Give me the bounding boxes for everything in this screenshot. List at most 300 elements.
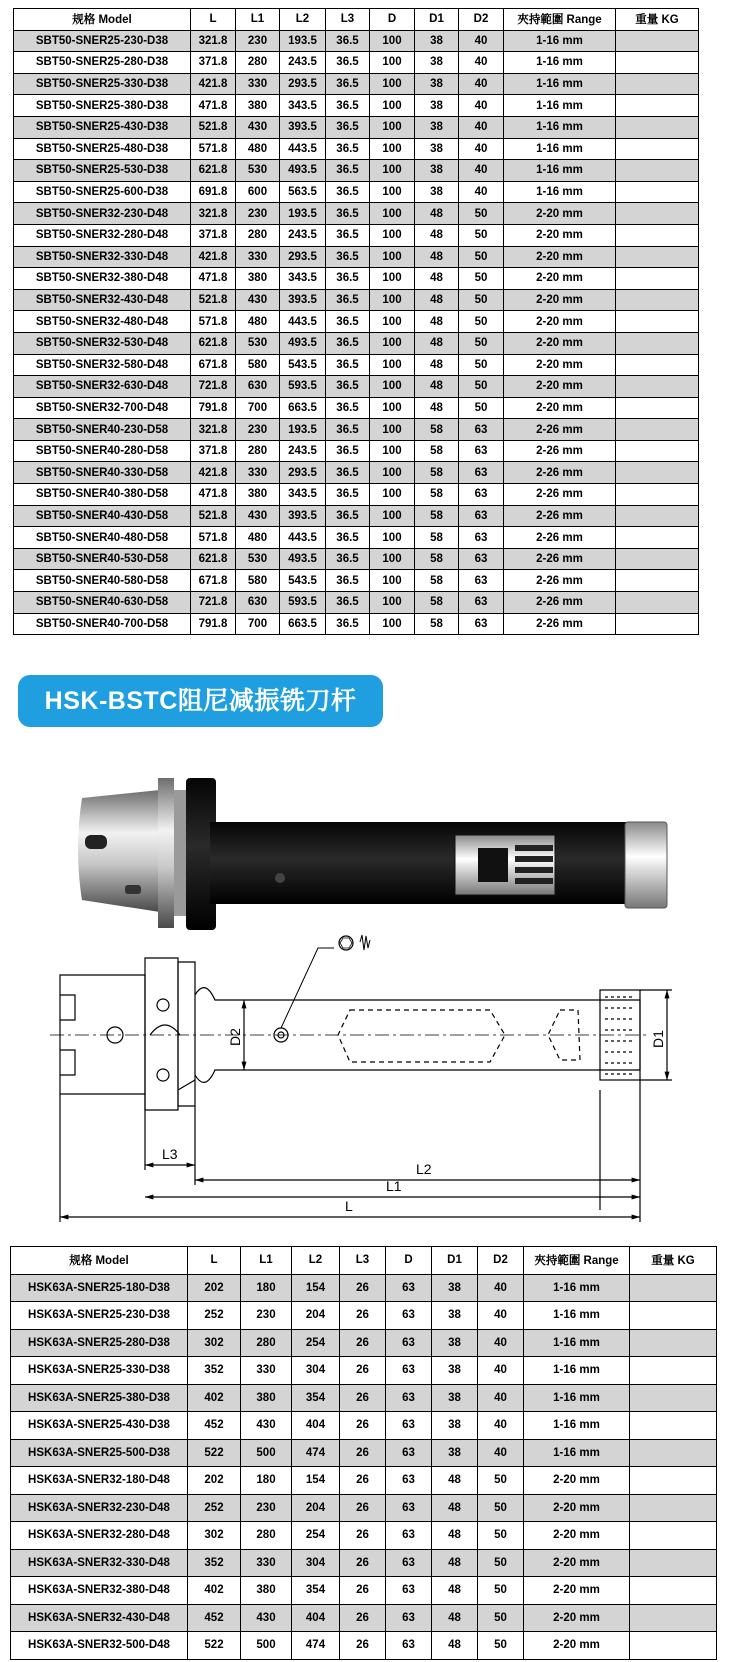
- cell-d: 100: [370, 246, 415, 268]
- cell-d1: 38: [415, 30, 459, 52]
- cell-model: HSK63A-SNER32-430-D48: [11, 1604, 188, 1632]
- cell-range: 2-20 mm: [504, 311, 616, 333]
- cell-d2: 40: [478, 1357, 524, 1385]
- cell-l: 471.8: [191, 484, 236, 506]
- cell-model: SBT50-SNER40-700-D58: [14, 613, 191, 635]
- cell-l1: 380: [236, 95, 280, 117]
- cell-d1: 48: [432, 1632, 478, 1660]
- cell-l1: 630: [236, 376, 280, 398]
- cell-l1: 580: [236, 570, 280, 592]
- cell-range: 2-20 mm: [504, 332, 616, 354]
- cell-range: 2-20 mm: [504, 289, 616, 311]
- cell-l: 371.8: [191, 224, 236, 246]
- cell-d2: 63: [459, 592, 504, 614]
- cell-l2: 563.5: [280, 181, 326, 203]
- cell-l2: 393.5: [280, 289, 326, 311]
- table-row: [11, 1522, 717, 1550]
- header-l: L: [188, 1247, 241, 1275]
- cell-l: 421.8: [191, 246, 236, 268]
- cell-l2: 443.5: [280, 527, 326, 549]
- cell-d: 63: [386, 1274, 432, 1302]
- header-d1: D1: [432, 1247, 478, 1275]
- cell-l3: 26: [340, 1549, 386, 1577]
- header-d1: D1: [415, 9, 459, 31]
- cell-d: 100: [370, 440, 415, 462]
- table-row: [11, 1302, 717, 1330]
- cell-l2: 493.5: [280, 160, 326, 182]
- cell-l3: 36.5: [326, 224, 370, 246]
- cell-d: 100: [370, 376, 415, 398]
- cell-d2: 40: [478, 1412, 524, 1440]
- cell-d: 63: [386, 1549, 432, 1577]
- cell-l1: 600: [236, 181, 280, 203]
- cell-d2: 40: [478, 1329, 524, 1357]
- cell-l2: 304: [292, 1549, 340, 1577]
- table-row: [11, 1494, 717, 1522]
- cell-l3: 26: [340, 1274, 386, 1302]
- cell-l1: 430: [236, 116, 280, 138]
- cell-model: SBT50-SNER32-280-D48: [14, 224, 191, 246]
- cell-l2: 343.5: [280, 268, 326, 290]
- cell-d2: 40: [459, 73, 504, 95]
- cell-d: 63: [386, 1302, 432, 1330]
- cell-model: SBT50-SNER40-630-D58: [14, 592, 191, 614]
- cell-d1: 38: [432, 1384, 478, 1412]
- cell-model: SBT50-SNER25-530-D38: [14, 160, 191, 182]
- cell-d: 100: [370, 138, 415, 160]
- cell-d1: 48: [432, 1467, 478, 1495]
- cell-d2: 50: [459, 289, 504, 311]
- cell-model: SBT50-SNER25-280-D38: [14, 52, 191, 74]
- cell-l: 571.8: [191, 138, 236, 160]
- cell-l1: 330: [241, 1549, 292, 1577]
- cell-range: 2-20 mm: [524, 1549, 630, 1577]
- cell-l: 671.8: [191, 570, 236, 592]
- cell-l2: 343.5: [280, 484, 326, 506]
- cell-l: 252: [188, 1302, 241, 1330]
- cell-l3: 36.5: [326, 160, 370, 182]
- table-row: [11, 1604, 717, 1632]
- cell-d: 63: [386, 1494, 432, 1522]
- cell-range: 2-20 mm: [504, 203, 616, 225]
- cell-l: 791.8: [191, 397, 236, 419]
- cell-l2: 154: [292, 1467, 340, 1495]
- cell-model: SBT50-SNER25-380-D38: [14, 95, 191, 117]
- cell-range: 2-26 mm: [504, 548, 616, 570]
- header-l3: L3: [326, 9, 370, 31]
- cell-l: 202: [188, 1467, 241, 1495]
- cell-d: 100: [370, 73, 415, 95]
- cell-l1: 230: [236, 419, 280, 441]
- header-l2: L2: [292, 1247, 340, 1275]
- cell-d2: 50: [459, 246, 504, 268]
- cell-d2: 63: [459, 462, 504, 484]
- cell-range: 2-26 mm: [504, 462, 616, 484]
- cell-l2: 243.5: [280, 224, 326, 246]
- cell-l1: 430: [241, 1412, 292, 1440]
- cell-model: SBT50-SNER25-600-D38: [14, 181, 191, 203]
- header-l: L: [191, 9, 236, 31]
- cell-d1: 58: [415, 419, 459, 441]
- cell-d1: 58: [415, 570, 459, 592]
- cell-range: 1-16 mm: [504, 116, 616, 138]
- header-d2: D2: [459, 9, 504, 31]
- cell-l3: 36.5: [326, 548, 370, 570]
- cell-l3: 36.5: [326, 30, 370, 52]
- cell-model: SBT50-SNER32-580-D48: [14, 354, 191, 376]
- cell-l2: 293.5: [280, 246, 326, 268]
- cell-model: SBT50-SNER32-330-D48: [14, 246, 191, 268]
- cell-range: 1-16 mm: [504, 30, 616, 52]
- cell-model: HSK63A-SNER32-330-D48: [11, 1549, 188, 1577]
- cell-model: HSK63A-SNER32-280-D48: [11, 1522, 188, 1550]
- cell-l1: 480: [236, 138, 280, 160]
- cell-l2: 243.5: [280, 440, 326, 462]
- cell-d1: 48: [415, 354, 459, 376]
- cell-d: 63: [386, 1604, 432, 1632]
- cell-model: SBT50-SNER32-530-D48: [14, 332, 191, 354]
- cell-l: 252: [188, 1494, 241, 1522]
- cell-l1: 430: [241, 1604, 292, 1632]
- cell-d2: 50: [459, 224, 504, 246]
- cell-weight: [630, 1274, 717, 1302]
- cell-range: 2-20 mm: [504, 397, 616, 419]
- cell-l1: 230: [236, 203, 280, 225]
- cell-l1: 530: [236, 332, 280, 354]
- cell-model: HSK63A-SNER25-500-D38: [11, 1439, 188, 1467]
- header-range: 夾持範圍 Range: [504, 9, 616, 31]
- cell-d1: 38: [432, 1357, 478, 1385]
- cell-l1: 580: [236, 354, 280, 376]
- cell-l3: 26: [340, 1577, 386, 1605]
- cell-l2: 443.5: [280, 311, 326, 333]
- cell-model: HSK63A-SNER25-230-D38: [11, 1302, 188, 1330]
- cell-l2: 593.5: [280, 592, 326, 614]
- cell-model: HSK63A-SNER25-280-D38: [11, 1329, 188, 1357]
- cell-d2: 50: [459, 268, 504, 290]
- header-weight: 重量 KG: [616, 9, 699, 31]
- section-title-banner: HSK-BSTC阻尼减振铣刀杆: [18, 675, 383, 727]
- cell-d1: 48: [432, 1522, 478, 1550]
- cell-range: 2-26 mm: [504, 505, 616, 527]
- cell-l: 521.8: [191, 505, 236, 527]
- cell-model: SBT50-SNER25-230-D38: [14, 30, 191, 52]
- cell-l1: 630: [236, 592, 280, 614]
- cell-l3: 36.5: [326, 332, 370, 354]
- cell-d: 100: [370, 30, 415, 52]
- table-row: [11, 1384, 717, 1412]
- cell-d1: 38: [432, 1274, 478, 1302]
- cell-d: 100: [370, 505, 415, 527]
- cell-model: SBT50-SNER32-480-D48: [14, 311, 191, 333]
- cell-model: SBT50-SNER32-230-D48: [14, 203, 191, 225]
- cell-model: HSK63A-SNER25-380-D38: [11, 1384, 188, 1412]
- cell-range: 2-26 mm: [504, 440, 616, 462]
- cell-weight: [630, 1467, 717, 1495]
- cell-d1: 48: [415, 203, 459, 225]
- cell-d: 100: [370, 203, 415, 225]
- cell-l3: 36.5: [326, 95, 370, 117]
- cell-l2: 474: [292, 1439, 340, 1467]
- cell-l3: 26: [340, 1302, 386, 1330]
- cell-l1: 430: [236, 289, 280, 311]
- cell-l3: 36.5: [326, 268, 370, 290]
- cell-model: SBT50-SNER40-330-D58: [14, 462, 191, 484]
- cell-d: 100: [370, 397, 415, 419]
- cell-range: 2-20 mm: [504, 246, 616, 268]
- cell-model: HSK63A-SNER25-430-D38: [11, 1412, 188, 1440]
- dim-d1-label: D1: [650, 1030, 666, 1048]
- cell-l3: 36.5: [326, 613, 370, 635]
- cell-l3: 36.5: [326, 484, 370, 506]
- header-l2: L2: [280, 9, 326, 31]
- cell-l: 671.8: [191, 354, 236, 376]
- cell-range: 1-16 mm: [524, 1329, 630, 1357]
- dim-l-label: L: [345, 1198, 353, 1214]
- cell-l1: 530: [236, 548, 280, 570]
- cell-d: 100: [370, 592, 415, 614]
- dim-l1-label: L1: [386, 1178, 402, 1194]
- cell-range: 2-20 mm: [524, 1604, 630, 1632]
- cell-l3: 36.5: [326, 289, 370, 311]
- cell-d1: 48: [432, 1604, 478, 1632]
- cell-l: 522: [188, 1632, 241, 1660]
- cell-d2: 63: [459, 505, 504, 527]
- cell-l3: 26: [340, 1522, 386, 1550]
- cell-range: 1-16 mm: [524, 1384, 630, 1412]
- cell-l: 721.8: [191, 376, 236, 398]
- cell-l3: 26: [340, 1412, 386, 1440]
- cell-weight: [630, 1439, 717, 1467]
- cell-l2: 193.5: [280, 203, 326, 225]
- cell-l: 352: [188, 1549, 241, 1577]
- cell-d2: 50: [459, 203, 504, 225]
- cell-weight: [630, 1302, 717, 1330]
- cell-d2: 63: [459, 440, 504, 462]
- cell-l2: 593.5: [280, 376, 326, 398]
- cell-d2: 40: [459, 138, 504, 160]
- product-photo: [78, 778, 667, 930]
- cell-range: 1-16 mm: [524, 1302, 630, 1330]
- cell-d1: 58: [415, 527, 459, 549]
- cell-weight: [630, 1577, 717, 1605]
- cell-d2: 63: [459, 613, 504, 635]
- cell-l1: 330: [236, 462, 280, 484]
- cell-l2: 663.5: [280, 397, 326, 419]
- cell-l3: 26: [340, 1467, 386, 1495]
- cell-d2: 50: [459, 332, 504, 354]
- cell-d1: 38: [415, 138, 459, 160]
- cell-d2: 40: [459, 95, 504, 117]
- cell-l2: 404: [292, 1604, 340, 1632]
- cell-d1: 38: [415, 116, 459, 138]
- cell-d: 100: [370, 289, 415, 311]
- cell-weight: [630, 1549, 717, 1577]
- cell-d1: 48: [415, 376, 459, 398]
- table-row: [11, 1577, 717, 1605]
- cell-d2: 40: [459, 116, 504, 138]
- cell-weight: [630, 1384, 717, 1412]
- dim-d2-label: D2: [227, 1028, 243, 1046]
- cell-model: SBT50-SNER25-430-D38: [14, 116, 191, 138]
- cell-l: 471.8: [191, 95, 236, 117]
- cell-l3: 26: [340, 1384, 386, 1412]
- cell-l1: 330: [236, 246, 280, 268]
- cell-d2: 40: [459, 181, 504, 203]
- cell-model: SBT50-SNER40-480-D58: [14, 527, 191, 549]
- cell-d: 63: [386, 1577, 432, 1605]
- cell-d1: 38: [432, 1302, 478, 1330]
- cell-model: SBT50-SNER32-380-D48: [14, 268, 191, 290]
- cell-d1: 58: [415, 440, 459, 462]
- cell-l: 521.8: [191, 116, 236, 138]
- cell-l2: 343.5: [280, 95, 326, 117]
- cell-l2: 663.5: [280, 613, 326, 635]
- cell-range: 1-16 mm: [524, 1412, 630, 1440]
- cell-range: 2-20 mm: [504, 268, 616, 290]
- cell-d1: 48: [415, 289, 459, 311]
- cell-l: 452: [188, 1412, 241, 1440]
- cell-range: 1-16 mm: [504, 160, 616, 182]
- cell-d2: 63: [459, 419, 504, 441]
- cell-l: 371.8: [191, 440, 236, 462]
- cell-model: SBT50-SNER32-700-D48: [14, 397, 191, 419]
- cell-d1: 38: [415, 160, 459, 182]
- cell-l2: 243.5: [280, 52, 326, 74]
- cell-d1: 48: [415, 332, 459, 354]
- cell-model: HSK63A-SNER32-230-D48: [11, 1494, 188, 1522]
- cell-d2: 40: [478, 1274, 524, 1302]
- header-model: 规格 Model: [14, 9, 191, 31]
- cell-l2: 474: [292, 1632, 340, 1660]
- cell-l2: 204: [292, 1302, 340, 1330]
- table-row: [11, 1412, 717, 1440]
- cell-l: 621.8: [191, 160, 236, 182]
- cell-l2: 393.5: [280, 505, 326, 527]
- header-l1: L1: [241, 1247, 292, 1275]
- cell-l1: 330: [241, 1357, 292, 1385]
- cell-model: SBT50-SNER25-480-D38: [14, 138, 191, 160]
- cell-d: 100: [370, 527, 415, 549]
- cell-l: 321.8: [191, 30, 236, 52]
- cell-weight: [630, 1604, 717, 1632]
- cell-l2: 354: [292, 1384, 340, 1412]
- cell-model: SBT50-SNER25-330-D38: [14, 73, 191, 95]
- cell-l1: 180: [241, 1467, 292, 1495]
- cell-range: 2-26 mm: [504, 613, 616, 635]
- cell-l1: 280: [236, 440, 280, 462]
- cell-d1: 58: [415, 592, 459, 614]
- cell-d: 100: [370, 52, 415, 74]
- cell-l: 571.8: [191, 311, 236, 333]
- table-row: [11, 1549, 717, 1577]
- cell-d: 63: [386, 1439, 432, 1467]
- cell-d2: 63: [459, 548, 504, 570]
- cell-l3: 36.5: [326, 570, 370, 592]
- cell-l: 302: [188, 1522, 241, 1550]
- cell-l1: 380: [236, 484, 280, 506]
- cell-d: 100: [370, 570, 415, 592]
- dim-l2-label: L2: [416, 1161, 432, 1177]
- cell-l1: 230: [241, 1494, 292, 1522]
- cell-d1: 48: [415, 224, 459, 246]
- cell-l1: 380: [236, 268, 280, 290]
- cell-d2: 50: [478, 1604, 524, 1632]
- cell-l: 522: [188, 1439, 241, 1467]
- dim-l3-label: L3: [162, 1146, 178, 1162]
- cell-l3: 36.5: [326, 440, 370, 462]
- cell-d: 100: [370, 462, 415, 484]
- cell-range: 1-16 mm: [504, 52, 616, 74]
- cell-l: 471.8: [191, 268, 236, 290]
- cell-range: 1-16 mm: [504, 138, 616, 160]
- cell-d1: 48: [432, 1549, 478, 1577]
- cell-d: 100: [370, 268, 415, 290]
- cell-l1: 280: [236, 224, 280, 246]
- cell-range: 2-20 mm: [524, 1522, 630, 1550]
- cell-l1: 700: [236, 397, 280, 419]
- cell-weight: [630, 1412, 717, 1440]
- cell-l3: 36.5: [326, 116, 370, 138]
- cell-l1: 230: [236, 30, 280, 52]
- cell-d1: 48: [432, 1494, 478, 1522]
- cell-model: SBT50-SNER32-630-D48: [14, 376, 191, 398]
- table-body: [11, 1274, 717, 1659]
- cell-d1: 38: [432, 1412, 478, 1440]
- cell-l3: 26: [340, 1329, 386, 1357]
- cell-d1: 48: [415, 397, 459, 419]
- cell-d1: 38: [415, 73, 459, 95]
- cell-l2: 254: [292, 1329, 340, 1357]
- cell-l3: 36.5: [326, 397, 370, 419]
- cell-range: 1-16 mm: [524, 1274, 630, 1302]
- cell-d: 100: [370, 181, 415, 203]
- cell-d: 63: [386, 1329, 432, 1357]
- cell-range: 1-16 mm: [504, 181, 616, 203]
- cell-range: 2-20 mm: [504, 376, 616, 398]
- cell-d1: 48: [432, 1577, 478, 1605]
- cell-l1: 280: [241, 1329, 292, 1357]
- cell-range: 2-20 mm: [504, 224, 616, 246]
- cell-d2: 63: [459, 527, 504, 549]
- cell-l3: 36.5: [326, 354, 370, 376]
- cell-l3: 36.5: [326, 203, 370, 225]
- cell-l: 202: [188, 1274, 241, 1302]
- cell-d: 100: [370, 116, 415, 138]
- cell-d1: 58: [415, 462, 459, 484]
- cell-weight: [630, 1357, 717, 1385]
- cell-model: HSK63A-SNER25-180-D38: [11, 1274, 188, 1302]
- cell-d1: 48: [415, 268, 459, 290]
- cell-d: 63: [386, 1467, 432, 1495]
- cell-l1: 280: [241, 1522, 292, 1550]
- cell-d: 100: [370, 332, 415, 354]
- cell-l: 721.8: [191, 592, 236, 614]
- cell-l: 352: [188, 1357, 241, 1385]
- cell-l1: 330: [236, 73, 280, 95]
- cell-l: 621.8: [191, 332, 236, 354]
- cell-d1: 38: [432, 1439, 478, 1467]
- cell-model: SBT50-SNER40-280-D58: [14, 440, 191, 462]
- cell-weight: [630, 1329, 717, 1357]
- cell-l: 321.8: [191, 203, 236, 225]
- cell-l2: 493.5: [280, 332, 326, 354]
- table-row: [11, 1274, 717, 1302]
- cell-l3: 36.5: [326, 246, 370, 268]
- cell-l2: 154: [292, 1274, 340, 1302]
- cell-model: SBT50-SNER40-230-D58: [14, 419, 191, 441]
- cell-l2: 204: [292, 1494, 340, 1522]
